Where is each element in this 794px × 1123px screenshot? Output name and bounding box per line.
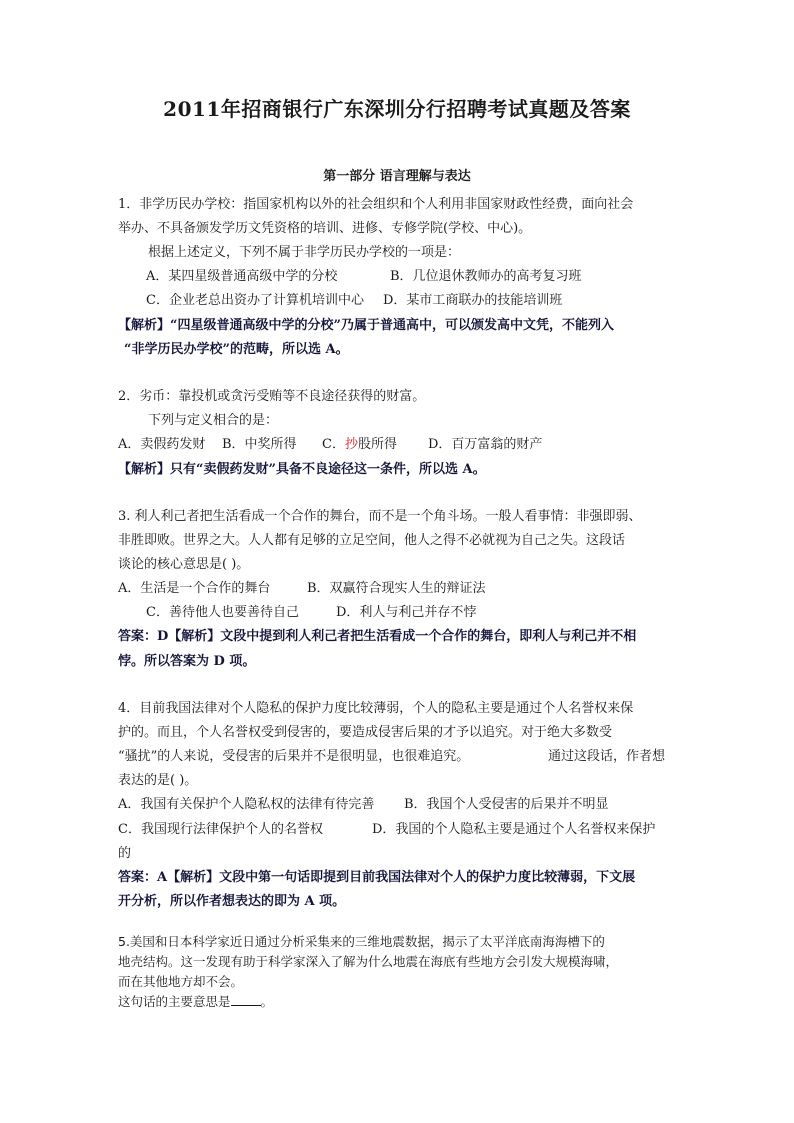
q1-line-1: 1．非学历民办学校：指国家机构以外的社会组织和个人利用非国家财政性经费，面向社会 bbox=[118, 197, 634, 212]
q2-option-c-suffix: 股所得 bbox=[357, 437, 397, 452]
q5-line-4 bbox=[118, 993, 273, 1011]
q2-answer: 【解析】只有“卖假药发财”具备不良途径这一条件，所以选 A。 bbox=[118, 462, 486, 477]
section-heading: 第一部分 语言理解与表达 bbox=[323, 169, 471, 184]
q2-option-d: D．百万富翁的财产 bbox=[428, 437, 543, 452]
q4-line-4: 表达的是( )。 bbox=[118, 773, 198, 788]
q3-option-b: B．双赢符合现实人生的辩证法 bbox=[307, 581, 486, 596]
q1-option-d: D．某市工商联办的技能培训班 bbox=[383, 293, 563, 308]
q4-answer-line-2: 开分析，所以作者想表达的即为 A 项。 bbox=[118, 894, 346, 909]
q3-line-2: 非胜即败。世界之大。人人都有足够的立足空间，他人之得不必就视为自己之失。这段话 bbox=[118, 533, 626, 548]
q5-prompt: 这句话的主要意思是 bbox=[118, 994, 231, 1009]
q5-line-1: 5.美国和日本科学家近日通过分析采集来的三维地震数据，揭示了太平洋底南海海槽下的 bbox=[118, 934, 605, 949]
q4-option-a: A．我国有关保护个人隐私权的法律有待完善 bbox=[118, 797, 375, 812]
q1-option-c: C．企业老总出资办了计算机培训中心 bbox=[146, 293, 364, 308]
q1-option-b: B．几位退休教师办的高考复习班 bbox=[390, 269, 582, 284]
q4-line-2: 护的。而且，个人名誉权受到侵害的，要造成侵害后果的才予以追究。对于绝大多数受 bbox=[118, 725, 613, 740]
q5-line-4-end: 。 bbox=[260, 994, 274, 1009]
q4-line-1: 4．目前我国法律对个人隐私的保护力度比较薄弱，个人的隐私主要是通过个人名誉权来保 bbox=[118, 701, 634, 716]
q3-option-d: D．利人与利己并存不悖 bbox=[336, 605, 477, 620]
q4-line-3: “骚扰”的人来说，受侵害的后果并不是很明显，也很难追究。 bbox=[118, 749, 470, 764]
q4-answer-line-1: 答案：A【解析】文段中第一句话即提到目前我国法律对个人的保护力度比较薄弱，下文展 bbox=[118, 870, 636, 885]
q5-line-3: 而在其他地方却不会。 bbox=[118, 974, 244, 989]
q5-line-2: 地壳结构。这一发现有助于科学家深入了解为什么地震在海底有些地方会引发大规模海啸， bbox=[118, 954, 619, 969]
q3-line-1: 3. 利人利己者把生活看成一个合作的舞台，而不是一个角斗场。一般人看事情：非强即弱、 bbox=[118, 509, 642, 524]
q3-line-3: 谈论的核心意思是( )。 bbox=[118, 557, 250, 572]
q3-option-c: C．善待他人也要善待自己 bbox=[146, 605, 299, 620]
q2-option-c-highlight: 抄 bbox=[344, 437, 358, 452]
q4-option-b: B．我国个人受侵害的后果并不明显 bbox=[404, 797, 609, 812]
q4-option-d-continued: 的 bbox=[118, 846, 132, 861]
q2-line-2: 下列与定义相合的是： bbox=[148, 413, 279, 428]
document-title: 2011年招商银行广东深圳分行招聘考试真题及答案 bbox=[163, 97, 631, 121]
q3-option-a: A．生活是一个合作的舞台 bbox=[118, 581, 271, 596]
q1-option-a: A．某四星级普通高级中学的分校 bbox=[146, 269, 338, 284]
q3-answer-line-1: 答案：D【解析】文段中提到利人利己者把生活看成一个合作的舞台，即利人与利己并不相 bbox=[118, 629, 637, 644]
q2-line-1: 2．劣币：靠投机或贪污受贿等不良途径获得的财富。 bbox=[118, 389, 426, 404]
q4-option-d: D．我国的个人隐私主要是通过个人名誉权来保护 bbox=[372, 822, 656, 837]
q4-option-c: C．我国现行法律保护个人的名誉权 bbox=[118, 822, 323, 837]
q2-option-b: B．中奖所得 bbox=[222, 437, 297, 452]
q2-option-a: A．卖假药发财 bbox=[118, 437, 206, 452]
q1-line-3: 根据上述定义，下列不属于非学历民办学校的一项是： bbox=[148, 245, 461, 260]
q4-line-3-end: 通过这段话，作者想 bbox=[548, 749, 666, 764]
q1-answer-line-2: “非学历民办学校”的范畴，所以选 A。 bbox=[124, 342, 349, 357]
q1-line-2: 举办、不具备颁发学历文凭资格的培训、进修、专修学院(学校、中心)。 bbox=[118, 221, 532, 236]
q2-option-c bbox=[322, 436, 397, 454]
answer-blank bbox=[231, 993, 261, 1006]
q2-option-c-prefix: C． bbox=[322, 437, 345, 452]
q1-answer-line-1: 【解析】“四星级普通高级中学的分校”乃属于普通高中，可以颁发高中文凭，不能列入 bbox=[118, 318, 614, 333]
q3-answer-line-2: 悖。所以答案为 D 项。 bbox=[118, 654, 256, 669]
